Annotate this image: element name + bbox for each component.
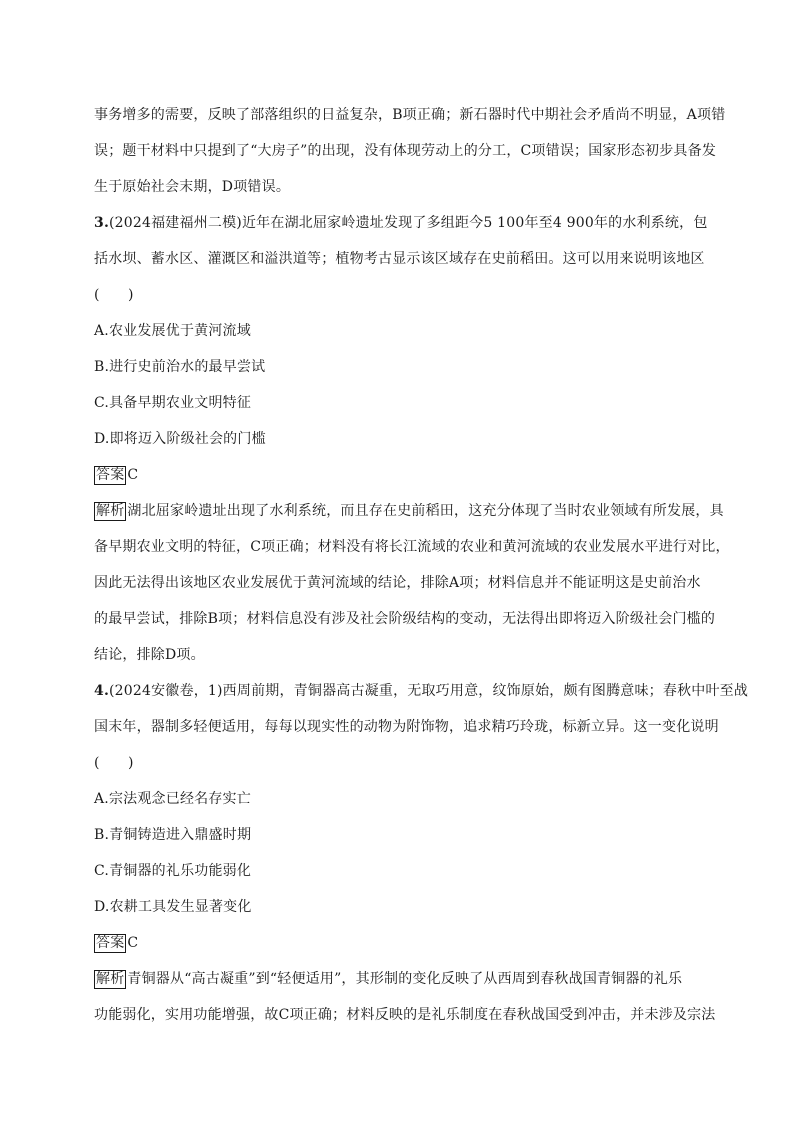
- option-a: A.宗法观念已经名存实亡: [94, 791, 251, 807]
- analysis-row: [94, 501, 724, 521]
- option-c: C.青铜器的礼乐功能弱化: [94, 863, 252, 879]
- analysis-text: 结论，排除D项。: [94, 647, 205, 663]
- question-number: 4.: [94, 683, 110, 699]
- answer-bracket: ( ): [94, 287, 134, 303]
- answer-row: [94, 933, 138, 953]
- option-d: D.农耕工具发生显著变化: [94, 899, 252, 915]
- option-c: C.具备早期农业文明特征: [94, 395, 252, 411]
- option-d: D.即将迈入阶级社会的门槛: [94, 431, 266, 447]
- explanation-line: 事务增多的需要，反映了部落组织的日益复杂，B项正确；新石器时代中期社会矛盾尚不明显，A项错: [94, 107, 726, 123]
- analysis-text: 青铜器从“高古凝重”到“轻便适用”，其形制的变化反映了从西周到春秋战国青铜器的礼乐: [127, 971, 683, 987]
- explanation-line: 生于原始社会末期，D项错误。: [94, 179, 291, 195]
- option-b: B.进行史前治水的最早尝试: [94, 359, 266, 375]
- question-stem-text: 括水坝、蓄水区、灌溉区和溢洪道等；植物考古显示该区域存在史前稻田。这可以用来说明该地区: [94, 251, 705, 267]
- analysis-text: 功能弱化，实用功能增强，故C项正确；材料反映的是礼乐制度在春秋战国受到冲击，并未涉及宗法: [94, 1007, 716, 1023]
- option-b: B.青铜铸造进入鼎盛时期: [94, 827, 252, 843]
- answer-tag: 答案: [96, 935, 125, 951]
- analysis-text: 湖北屈家岭遗址出现了水利系统，而且存在史前稻田，这充分体现了当时农业领域有所发展，具: [127, 503, 724, 519]
- question-stem-text: (2024福建福州二模)近年在湖北屈家岭遗址发现了多组距今5 100年至4 900年的水利系统，包: [109, 215, 708, 231]
- analysis-tag: 解析: [96, 503, 125, 519]
- question-4-stem: [94, 681, 748, 701]
- answer-bracket: ( ): [94, 755, 134, 771]
- analysis-text: 的最早尝试，排除B项；材料信息没有涉及社会阶级结构的变动，无法得出即将迈入阶级社会门槛的: [94, 611, 716, 627]
- question-number: 3.: [94, 215, 110, 231]
- question-3-stem: [94, 213, 708, 233]
- question-stem-text: 国末年，器制多轻便适用，每每以现实性的动物为附饰物，追求精巧玲珑，标新立异。这一变化说明: [94, 719, 719, 735]
- answer-value: C: [127, 935, 139, 951]
- option-a: A.农业发展优于黄河流域: [94, 323, 251, 339]
- question-stem-text: (2024安徽卷，1)西周前期，青铜器高古凝重，无取巧用意，纹饰原始，颇有图腾意味；春秋中叶至战: [109, 683, 749, 699]
- analysis-row: [94, 969, 682, 989]
- answer-value: C: [127, 467, 139, 483]
- analysis-text: 备早期农业文明的特征，C项正确；材料没有将长江流域的农业和黄河流域的农业发展水平进行对比，: [94, 539, 730, 555]
- answer-tag: 答案: [96, 467, 125, 483]
- analysis-text: 因此无法得出该地区农业发展优于黄河流域的结论，排除A项；材料信息并不能证明这是史前治水: [94, 575, 701, 591]
- answer-row: [94, 465, 138, 485]
- explanation-line: 误；题干材料中只提到了“大房子”的出现，没有体现劳动上的分工，C项错误；国家形态初步具备发: [94, 143, 717, 159]
- analysis-tag: 解析: [96, 971, 125, 987]
